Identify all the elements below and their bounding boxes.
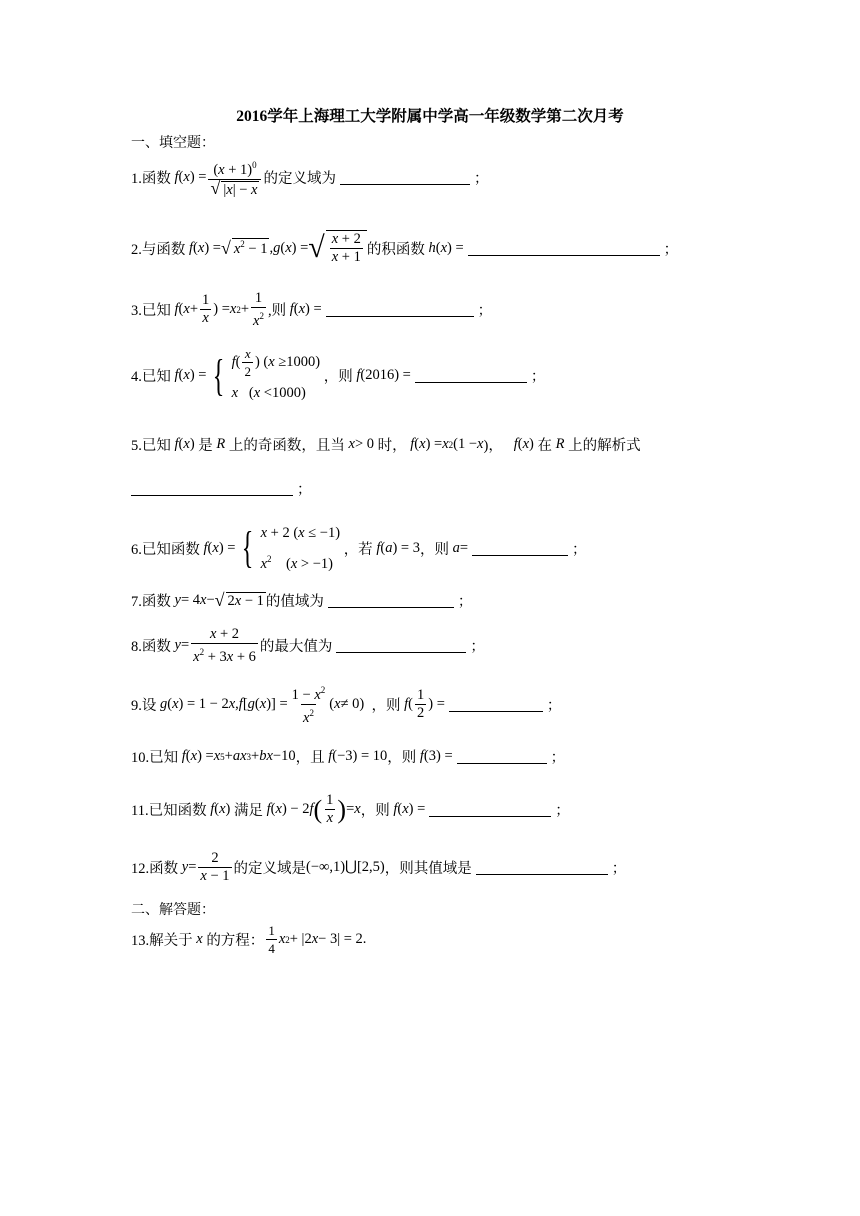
answer-blank-5[interactable] — [131, 481, 293, 496]
question-8: 8.函数 y = $\frac{x + 2}{x^2 + 3x + 6}$ 的最大值为 ； — [131, 626, 485, 665]
answer-blank-11[interactable] — [429, 802, 551, 817]
answer-blank-4[interactable] — [415, 368, 527, 383]
answer-blank-7[interactable] — [328, 593, 454, 608]
section-solve: 二、解答题： — [131, 903, 215, 918]
answer-blank-8[interactable] — [336, 638, 466, 653]
question-6: 6.已知函数 f ( x ) = { x + 2 (x ≤ −1) $x^2$ (x > −1) ，若 f ( a ) = 3 ，则 a = ； — [131, 523, 587, 573]
question-9: 9.设 g ( x ) = 1 − 2 x , f [ g ( x )] = $\frac{1 - x^2}{x^2}$ ( x ≠ 0) ，则 f ( $\frac{1}{2}$ ) = ； — [131, 685, 562, 726]
answer-blank-1[interactable] — [340, 170, 470, 185]
answer-blank-10[interactable] — [457, 749, 547, 764]
page-title: 2016学年上海理工大学附属中学高一年级数学第二次月考 — [236, 108, 624, 125]
answer-blank-3[interactable] — [326, 302, 474, 317]
question-4: 4.已知 f ( x ) = { f( $\frac{x}{2}$ ) (x ≥1000) x (x <1000) ，则 f (2016) = ； — [131, 346, 546, 401]
question-3: 3.已知 f ( x + $\frac{1}{x}$ ) = x 2 + $\frac{1}{x^2}$ ,则 f ( x ) = ； — [131, 290, 493, 329]
question-2: 2.与函数 f ( x ) = √ $x^2 - 1$ , g ( x ) = √ $\frac{x + 2}{x + 1}$ 的积函数 h ( x ) = ； — [131, 231, 679, 265]
question-12: 12.函数 y = $\frac{2}{x - 1}$ 的定义域是 (−∞,1)⋃[2,5) ，则其值域是 ； — [131, 850, 627, 884]
question-10: 10.已知 f ( x ) = x 5 + ax 3 + bx −10 ，且 f (−3) = 10 ，则 f (3) = ； — [131, 748, 566, 766]
answer-blank-6[interactable] — [472, 541, 568, 556]
section-fill-in: 一、填空题： — [131, 136, 215, 151]
question-1: 1.函数 f ( x ) = $\frac{(x + 1)^0}{√ |x| - x}$ 的定义域为 ； — [131, 160, 489, 198]
question-13: 13.解关于 x 的方程： $\frac{1}{4}$ x 2 + |2 x − 3| = 2 . — [131, 923, 367, 956]
question-11: 11.已知函数 f ( x ) 满足 f ( x ) − 2 f ( $\frac{1}{x}$ ) = x ，则 f ( x ) = ； — [131, 792, 570, 826]
question-7: 7.函数 y = 4 x − √ 2x − 1 的值域为 ； — [131, 590, 473, 610]
answer-blank-2[interactable] — [468, 241, 660, 256]
answer-blank-9[interactable] — [449, 697, 543, 712]
question-5: 5.已知 f ( x ) 是 R 上的奇函数，且当 x > 0 时， f ( x ) = x 2 (1 − x )， f ( x ) 在 R 上的解析式 — [131, 436, 641, 454]
answer-blank-12[interactable] — [476, 860, 608, 875]
question-5-answer: ； — [131, 478, 312, 499]
